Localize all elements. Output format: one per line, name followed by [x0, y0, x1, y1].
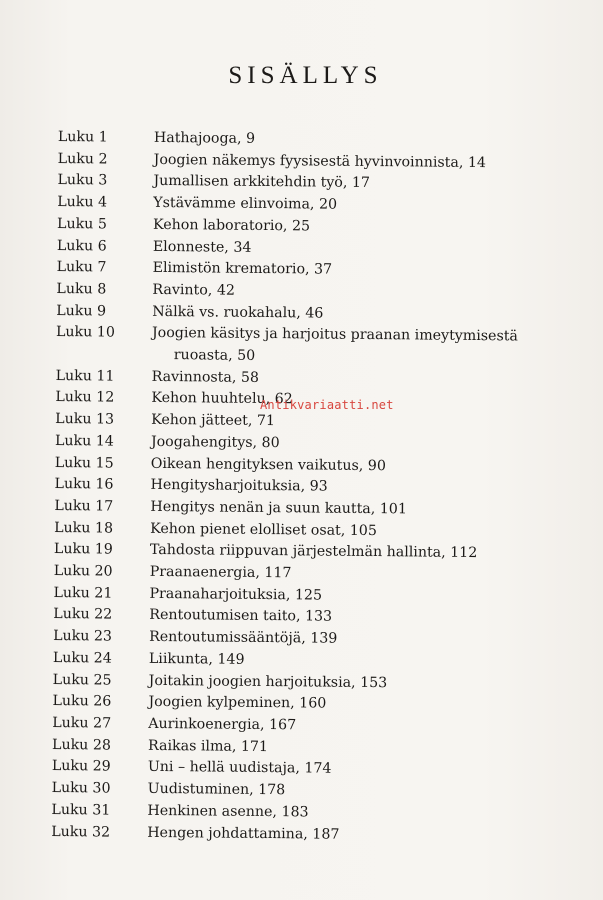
chapter-number: Luku 30 [51, 780, 111, 797]
chapter-title: Liikunta, 149 [148, 650, 245, 668]
chapter-number: Luku 20 [53, 563, 113, 580]
chapter-number: Luku 31 [51, 801, 111, 819]
chapter-title: Jumallisen arkkitehdin työ, 17 [153, 173, 371, 192]
chapter-title: Elimistön krematorio, 37 [152, 260, 333, 278]
chapter-title: Kehon jätteet, 71 [151, 412, 276, 430]
chapter-title: Nälkä vs. ruokahalu, 46 [152, 303, 324, 322]
chapter-number: Luku 28 [51, 736, 112, 754]
chapter-number: Luku 9 [56, 302, 107, 320]
chapter-title: Oikean hengityksen vaikutus, 90 [150, 455, 386, 474]
chapter-title: Joogien kylpeminen, 160 [148, 694, 327, 712]
chapter-title: Henkinen asenne, 183 [147, 802, 309, 821]
chapter-title: Ravinto, 42 [152, 281, 235, 299]
chapter-title: Hengen johdattamina, 187 [147, 824, 340, 843]
chapter-number: Luku 4 [57, 194, 108, 211]
chapter-title: Kehon laboratorio, 25 [152, 216, 311, 235]
chapter-title: Joogien näkemys fyysisestä hyvinvoinnista, 14 [153, 151, 487, 171]
chapter-title: Uudistuminen, 178 [147, 780, 286, 799]
chapter-number: Luku 29 [51, 758, 111, 775]
chapter-number: Luku 27 [52, 714, 112, 732]
chapter-title: Praanaenergia, 117 [149, 563, 292, 582]
chapter-number: Luku 11 [55, 367, 115, 385]
chapter-number: Luku 18 [54, 519, 114, 537]
chapter-title: Joitakin joogien harjoituksia, 153 [148, 672, 388, 691]
chapter-number: Luku 10 [55, 324, 115, 341]
chapter-number: Luku 24 [52, 649, 112, 667]
chapter-title: Rentoutumissääntöjä, 139 [149, 629, 338, 647]
chapter-number: Luku 5 [56, 215, 107, 233]
chapter-title: Elonneste, 34 [152, 238, 252, 256]
chapter-number: Luku 1 [57, 128, 108, 146]
chapter-number: Luku 17 [54, 497, 114, 515]
chapter-title: Tahdosta riippuvan järjestelmän hallinta, 112 [149, 542, 478, 562]
chapter-number-spacer [56, 344, 152, 367]
chapter-title: Joogien käsitys ja harjoitus praanan imeytymisestä [151, 325, 519, 345]
chapter-title: Praanaharjoituksia, 125 [149, 585, 323, 604]
chapter-number: Luku 21 [53, 584, 113, 602]
chapter-number: Luku 12 [55, 389, 115, 406]
table-of-contents [51, 127, 588, 848]
page-title: SISÄLLYS [228, 62, 383, 89]
chapter-title-continuation: ruoasta, 50 [173, 347, 256, 364]
chapter-title: Hengitysharjoituksia, 93 [150, 477, 328, 495]
chapter-number: Luku 26 [52, 693, 112, 710]
chapter-number: Luku 8 [56, 280, 107, 298]
chapter-title: Hengitys nenän ja suun kautta, 101 [150, 498, 407, 518]
chapter-title: Aurinkoenergia, 167 [148, 715, 297, 734]
chapter-title: Rentoutumisen taito, 133 [149, 607, 333, 626]
chapter-title: Uni – hellä uudistaja, 174 [147, 759, 332, 778]
chapter-number: Luku 13 [55, 411, 115, 428]
chapter-title: Joogahengitys, 80 [150, 433, 280, 451]
chapter-number: Luku 6 [56, 237, 107, 254]
chapter-number: Luku 22 [53, 606, 113, 624]
chapter-title: Kehon huuhtelu, 62 [151, 390, 293, 408]
chapter-number: Luku 23 [53, 628, 113, 645]
chapter-title: Raikas ilma, 171 [147, 737, 269, 755]
chapter-number: Luku 15 [54, 454, 114, 472]
toc-row [51, 821, 581, 848]
chapter-title: Kehon pienet elolliset osat, 105 [150, 520, 377, 539]
chapter-number: Luku 16 [54, 476, 114, 493]
chapter-title: Ravinnosta, 58 [151, 368, 260, 386]
chapter-number: Luku 7 [56, 259, 107, 276]
chapter-number: Luku 14 [54, 432, 114, 450]
watermark-text: Antikvariaatti.net [260, 398, 394, 412]
chapter-number: Luku 3 [57, 172, 108, 189]
chapter-title: Ystävämme elinvoima, 20 [153, 195, 338, 213]
chapter-number: Luku 19 [53, 541, 113, 558]
chapter-number: Luku 32 [51, 823, 111, 841]
chapter-number: Luku 2 [57, 150, 108, 168]
chapter-number: Luku 25 [52, 671, 112, 689]
chapter-title: Hathajooga, 9 [153, 129, 256, 147]
